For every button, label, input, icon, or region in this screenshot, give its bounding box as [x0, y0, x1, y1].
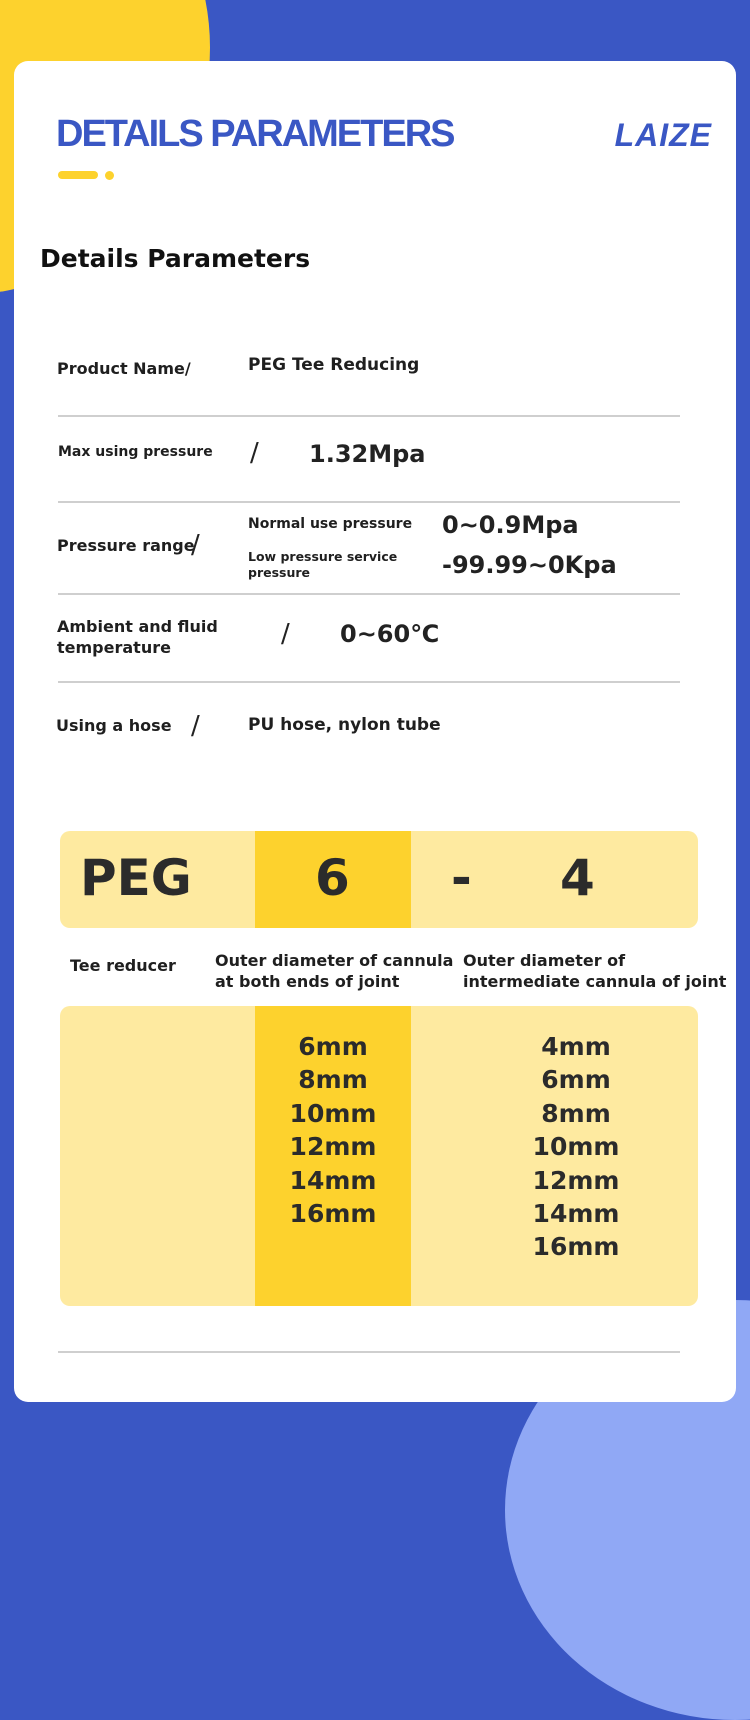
size-table [60, 1006, 698, 1306]
model-code-end-size: 6 [315, 849, 350, 907]
max-pressure-slash: / [250, 438, 259, 468]
row-divider [58, 501, 680, 503]
model-code-dash: - [451, 849, 472, 907]
pressure-range-slash: / [191, 530, 200, 560]
row-divider [58, 415, 680, 417]
size-item: 14mm [289, 1165, 377, 1195]
size-item: 4mm [541, 1032, 611, 1061]
size-item: 14mm [532, 1199, 620, 1229]
title-underline-bar [58, 171, 98, 179]
hose-label: Using a hose [56, 716, 172, 735]
product-name-value: PEG Tee Reducing [248, 355, 420, 375]
size-item: 10mm [289, 1098, 377, 1128]
temperature-slash: / [281, 619, 290, 649]
section-title: Details Parameters [40, 244, 311, 273]
row-divider [58, 681, 680, 683]
bottom-divider [58, 1351, 680, 1353]
size-item: 12mm [289, 1132, 377, 1162]
end-size-description: Outer diameter of cannula at both ends of joint [215, 951, 454, 991]
row-divider [58, 593, 680, 595]
max-pressure-label: Max using pressure [58, 444, 213, 460]
model-code-bar [60, 831, 698, 928]
pressure-range-label: Pressure range [57, 536, 195, 555]
series-description: Tee reducer [70, 956, 176, 975]
temperature-value: 0~60℃ [340, 620, 440, 648]
max-pressure-value: 1.32Mpa [309, 440, 426, 468]
mid-size-list [476, 1030, 676, 1264]
details-card [14, 61, 736, 1402]
product-name-label: Product Name/ [57, 359, 191, 378]
temperature-label: Ambient and fluid temperature [57, 617, 218, 657]
page-title: DETAILS PARAMETERS [56, 113, 454, 155]
title-underline-dot [105, 171, 114, 180]
size-item: 16mm [532, 1232, 620, 1262]
size-item: 16mm [289, 1199, 377, 1229]
hose-value: PU hose, nylon tube [248, 715, 441, 735]
hose-slash: / [191, 711, 200, 741]
model-code-series: PEG [80, 849, 192, 907]
mid-size-description: Outer diameter of intermediate cannula of joint [463, 951, 727, 991]
size-item: 8mm [541, 1098, 611, 1128]
size-item: 10mm [532, 1132, 620, 1162]
size-item: 6mm [541, 1065, 611, 1095]
normal-pressure-value: 0~0.9Mpa [442, 511, 579, 539]
normal-pressure-label: Normal use pressure [248, 516, 413, 532]
low-pressure-value: -99.99~0Kpa [442, 551, 617, 579]
size-item: 6mm [298, 1032, 368, 1061]
low-pressure-label: Low pressure service pressure [248, 549, 398, 580]
model-code-mid-size: 4 [560, 849, 595, 907]
size-item: 12mm [532, 1165, 620, 1195]
brand-logo: LAIZE [614, 117, 712, 153]
end-size-list [255, 1030, 411, 1230]
size-item: 8mm [298, 1065, 368, 1095]
